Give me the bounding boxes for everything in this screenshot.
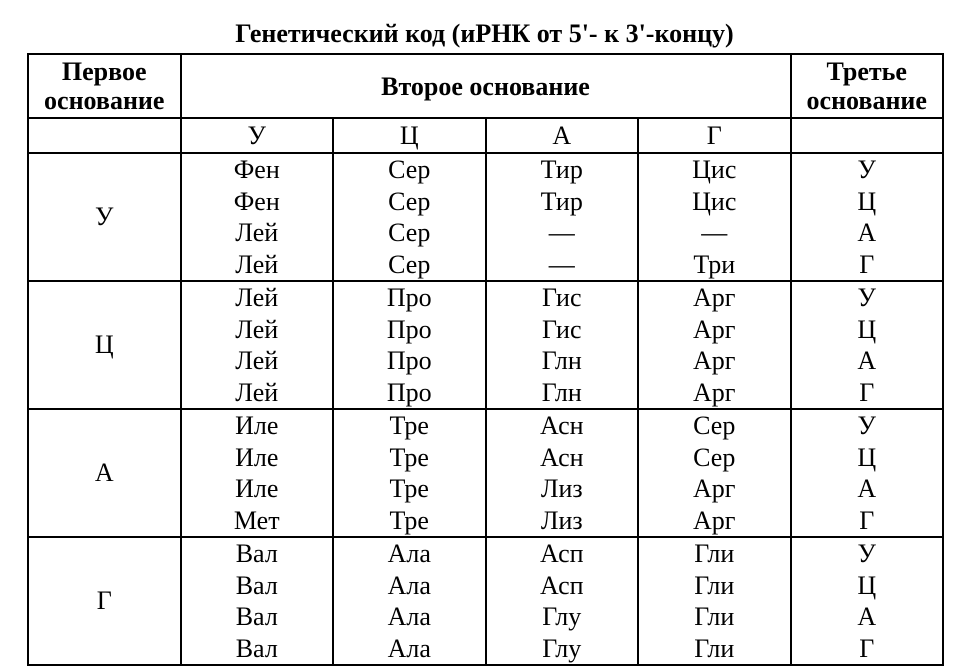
subheader-empty-left	[28, 118, 181, 153]
genetic-code-table	[27, 53, 944, 666]
amino-acid-cell-u: Лей	[181, 281, 334, 314]
amino-acid-cell-a: Глн	[486, 377, 639, 410]
amino-acid-cell-u: Лей	[181, 249, 334, 282]
amino-acid-cell-g: Сер	[638, 442, 791, 474]
amino-acid-cell-u: Иле	[181, 442, 334, 474]
amino-acid-cell-a: Лиз	[486, 505, 639, 538]
third-base-cell: У	[791, 281, 944, 314]
amino-acid-cell-u: Вал	[181, 570, 334, 602]
codon-row	[28, 537, 943, 570]
third-base-cell: Ц	[791, 570, 944, 602]
amino-acid-cell-g: Гли	[638, 633, 791, 666]
header-third-base: Третье основание	[791, 54, 944, 118]
third-base-cell: Ц	[791, 442, 944, 474]
third-base-cell: Ц	[791, 186, 944, 218]
amino-acid-cell-c: Сер	[333, 153, 486, 186]
amino-acid-cell-u: Лей	[181, 314, 334, 346]
header-second-base: Второе основание	[181, 54, 791, 118]
codon-table-body	[28, 153, 943, 665]
third-base-cell: А	[791, 601, 944, 633]
third-base-cell: Г	[791, 377, 944, 410]
amino-acid-cell-u: Фен	[181, 186, 334, 218]
third-base-cell: У	[791, 537, 944, 570]
amino-acid-cell-a: Тир	[486, 186, 639, 218]
amino-acid-cell-c: Сер	[333, 249, 486, 282]
amino-acid-cell-g: Три	[638, 249, 791, 282]
amino-acid-cell-u: Иле	[181, 473, 334, 505]
amino-acid-cell-a: —	[486, 217, 639, 249]
codon-row	[28, 281, 943, 314]
third-base-cell: А	[791, 345, 944, 377]
third-base-cell: Г	[791, 249, 944, 282]
amino-acid-cell-g: Гли	[638, 570, 791, 602]
amino-acid-cell-g: Арг	[638, 377, 791, 410]
amino-acid-cell-a: Асн	[486, 409, 639, 442]
amino-acid-cell-u: Вал	[181, 601, 334, 633]
third-base-cell: А	[791, 217, 944, 249]
third-base-cell: У	[791, 153, 944, 186]
amino-acid-cell-c: Тре	[333, 409, 486, 442]
first-base-cell: У	[28, 153, 181, 281]
amino-acid-cell-c: Сер	[333, 217, 486, 249]
amino-acid-cell-a: Глн	[486, 345, 639, 377]
amino-acid-cell-a: Глу	[486, 633, 639, 666]
subheader-empty-right	[791, 118, 944, 153]
subheader-letter-c: Ц	[333, 118, 486, 153]
table-title: Генетический код (иРНК от 5'- к 3'-концу)	[235, 19, 734, 48]
amino-acid-cell-c: Тре	[333, 442, 486, 474]
amino-acid-cell-a: Асп	[486, 537, 639, 570]
amino-acid-cell-g: Арг	[638, 281, 791, 314]
third-base-cell: Г	[791, 505, 944, 538]
amino-acid-cell-u: Лей	[181, 217, 334, 249]
amino-acid-cell-u: Вал	[181, 633, 334, 666]
amino-acid-cell-c: Про	[333, 314, 486, 346]
amino-acid-cell-c: Тре	[333, 473, 486, 505]
subheader-letter-g: Г	[638, 118, 791, 153]
subheader-letter-u: У	[181, 118, 334, 153]
amino-acid-cell-a: Лиз	[486, 473, 639, 505]
amino-acid-cell-g: Гли	[638, 537, 791, 570]
first-base-cell: Г	[28, 537, 181, 665]
amino-acid-cell-a: —	[486, 249, 639, 282]
amino-acid-cell-u: Фен	[181, 153, 334, 186]
amino-acid-cell-c: Про	[333, 281, 486, 314]
subheader-letter-a: А	[486, 118, 639, 153]
amino-acid-cell-a: Глу	[486, 601, 639, 633]
header-first-base: Первое основание	[28, 54, 181, 118]
amino-acid-cell-g: Арг	[638, 473, 791, 505]
amino-acid-cell-g: Арг	[638, 505, 791, 538]
amino-acid-cell-c: Тре	[333, 505, 486, 538]
amino-acid-cell-g: Арг	[638, 345, 791, 377]
amino-acid-cell-g: Арг	[638, 314, 791, 346]
amino-acid-cell-c: Ала	[333, 537, 486, 570]
amino-acid-cell-a: Гис	[486, 281, 639, 314]
amino-acid-cell-a: Асн	[486, 442, 639, 474]
header-row	[28, 54, 943, 118]
subheader-row	[28, 118, 943, 153]
amino-acid-cell-u: Лей	[181, 345, 334, 377]
amino-acid-cell-a: Гис	[486, 314, 639, 346]
amino-acid-cell-g: —	[638, 217, 791, 249]
third-base-cell: У	[791, 409, 944, 442]
amino-acid-cell-c: Ала	[333, 633, 486, 666]
codon-row	[28, 409, 943, 442]
third-base-cell: Г	[791, 633, 944, 666]
codon-row	[28, 153, 943, 186]
amino-acid-cell-c: Ала	[333, 570, 486, 602]
amino-acid-cell-c: Про	[333, 345, 486, 377]
amino-acid-cell-g: Гли	[638, 601, 791, 633]
amino-acid-cell-g: Цис	[638, 186, 791, 218]
amino-acid-cell-c: Ала	[333, 601, 486, 633]
amino-acid-cell-a: Тир	[486, 153, 639, 186]
amino-acid-cell-c: Сер	[333, 186, 486, 218]
first-base-cell: А	[28, 409, 181, 537]
amino-acid-cell-g: Цис	[638, 153, 791, 186]
amino-acid-cell-c: Про	[333, 377, 486, 410]
amino-acid-cell-g: Сер	[638, 409, 791, 442]
third-base-cell: А	[791, 473, 944, 505]
third-base-cell: Ц	[791, 314, 944, 346]
amino-acid-cell-u: Иле	[181, 409, 334, 442]
amino-acid-cell-u: Лей	[181, 377, 334, 410]
first-base-cell: Ц	[28, 281, 181, 409]
amino-acid-cell-u: Вал	[181, 537, 334, 570]
amino-acid-cell-a: Асп	[486, 570, 639, 602]
amino-acid-cell-u: Мет	[181, 505, 334, 538]
